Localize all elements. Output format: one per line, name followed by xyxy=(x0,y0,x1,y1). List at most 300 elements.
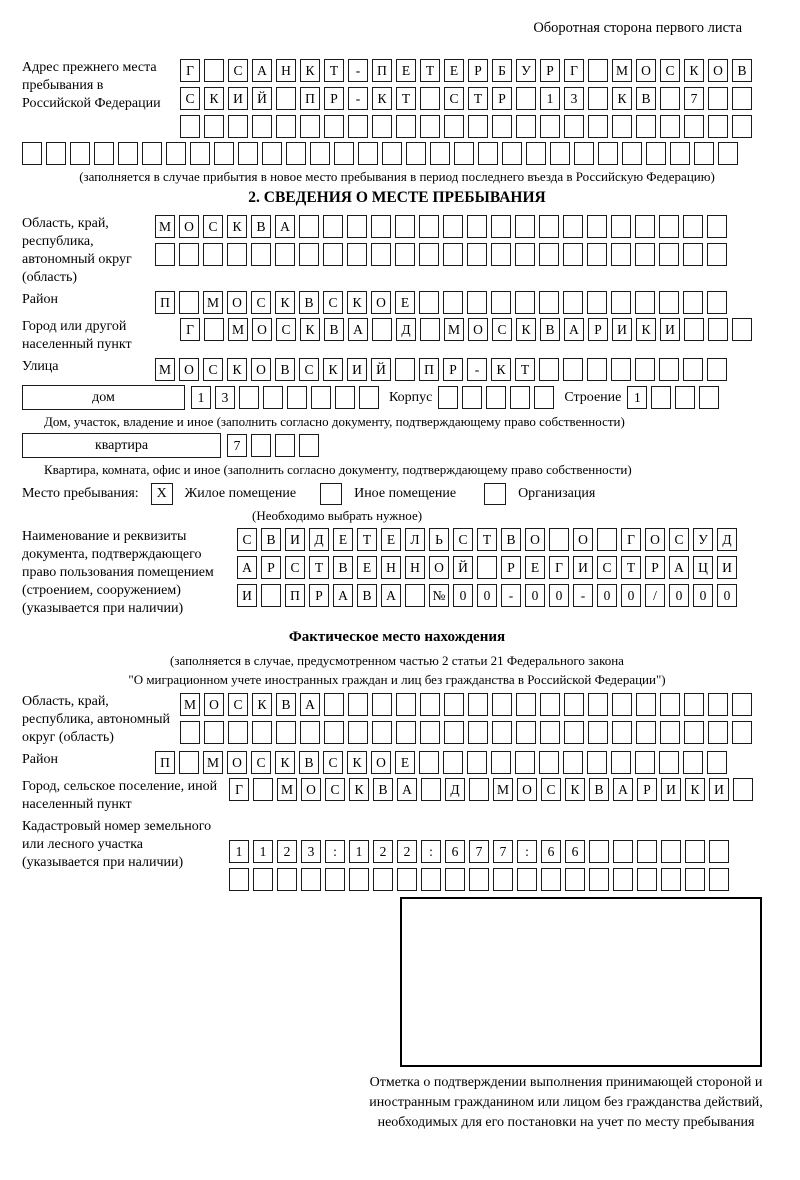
char-cell[interactable]: К xyxy=(612,87,632,110)
char-cell[interactable]: В xyxy=(276,693,296,716)
char-cell[interactable]: С xyxy=(453,528,473,551)
char-cell[interactable]: М xyxy=(277,778,297,801)
char-cell[interactable] xyxy=(395,243,415,266)
char-cell[interactable] xyxy=(419,751,439,774)
char-cell[interactable] xyxy=(549,528,569,551)
char-cell[interactable]: 0 xyxy=(621,584,641,607)
char-cell[interactable]: О xyxy=(708,59,728,82)
char-cell[interactable]: 6 xyxy=(445,840,465,863)
char-cell[interactable]: : xyxy=(325,840,345,863)
char-cell[interactable] xyxy=(502,142,522,165)
char-cell[interactable] xyxy=(493,868,513,891)
char-cell[interactable]: Е xyxy=(396,59,416,82)
char-cell[interactable] xyxy=(516,693,536,716)
char-cell[interactable]: П xyxy=(155,291,175,314)
char-cell[interactable] xyxy=(684,721,704,744)
char-cell[interactable]: Р xyxy=(540,59,560,82)
char-cell[interactable] xyxy=(468,115,488,138)
char-cell[interactable] xyxy=(491,291,511,314)
char-cell[interactable]: К xyxy=(204,87,224,110)
char-cell[interactable] xyxy=(347,243,367,266)
char-cell[interactable]: А xyxy=(613,778,633,801)
char-cell[interactable] xyxy=(467,751,487,774)
char-cell[interactable] xyxy=(300,115,320,138)
char-cell[interactable]: Е xyxy=(395,291,415,314)
char-cell[interactable]: А xyxy=(669,556,689,579)
char-cell[interactable]: Й xyxy=(371,358,391,381)
char-cell[interactable] xyxy=(301,868,321,891)
char-cell[interactable]: 0 xyxy=(453,584,473,607)
char-cell[interactable]: С xyxy=(251,291,271,314)
char-cell[interactable] xyxy=(395,358,415,381)
char-cell[interactable] xyxy=(660,721,680,744)
char-cell[interactable]: Л xyxy=(405,528,425,551)
residential-premises-checkbox[interactable]: X xyxy=(151,483,173,505)
char-cell[interactable] xyxy=(359,386,379,409)
char-cell[interactable] xyxy=(660,115,680,138)
char-cell[interactable]: - xyxy=(501,584,521,607)
char-cell[interactable]: К xyxy=(516,318,536,341)
char-cell[interactable] xyxy=(420,721,440,744)
char-cell[interactable] xyxy=(684,693,704,716)
char-cell[interactable] xyxy=(443,215,463,238)
char-cell[interactable]: И xyxy=(285,528,305,551)
char-cell[interactable]: 6 xyxy=(541,840,561,863)
char-cell[interactable] xyxy=(732,87,752,110)
char-cell[interactable] xyxy=(515,291,535,314)
char-cell[interactable]: - xyxy=(573,584,593,607)
char-cell[interactable]: Т xyxy=(420,59,440,82)
char-cell[interactable] xyxy=(419,291,439,314)
char-cell[interactable] xyxy=(227,243,247,266)
char-cell[interactable]: В xyxy=(357,584,377,607)
char-cell[interactable]: Т xyxy=(468,87,488,110)
char-cell[interactable] xyxy=(311,386,331,409)
char-cell[interactable] xyxy=(371,243,391,266)
char-cell[interactable] xyxy=(588,721,608,744)
char-cell[interactable] xyxy=(348,721,368,744)
char-cell[interactable]: Н xyxy=(276,59,296,82)
char-cell[interactable] xyxy=(718,142,738,165)
char-cell[interactable] xyxy=(179,751,199,774)
char-cell[interactable] xyxy=(324,115,344,138)
char-cell[interactable] xyxy=(492,115,512,138)
char-cell[interactable] xyxy=(675,386,695,409)
char-cell[interactable]: В xyxy=(275,358,295,381)
char-cell[interactable] xyxy=(622,142,642,165)
char-cell[interactable] xyxy=(396,721,416,744)
char-cell[interactable]: М xyxy=(203,751,223,774)
char-cell[interactable] xyxy=(252,721,272,744)
char-cell[interactable]: 7 xyxy=(469,840,489,863)
char-cell[interactable]: А xyxy=(381,584,401,607)
char-cell[interactable]: С xyxy=(325,778,345,801)
char-cell[interactable] xyxy=(467,291,487,314)
char-cell[interactable]: 3 xyxy=(564,87,584,110)
char-cell[interactable] xyxy=(587,291,607,314)
char-cell[interactable]: К xyxy=(300,318,320,341)
char-cell[interactable]: Т xyxy=(621,556,641,579)
char-cell[interactable]: С xyxy=(444,87,464,110)
char-cell[interactable] xyxy=(462,386,482,409)
char-cell[interactable] xyxy=(214,142,234,165)
char-cell[interactable] xyxy=(516,87,536,110)
char-cell[interactable]: С xyxy=(180,87,200,110)
char-cell[interactable]: : xyxy=(421,840,441,863)
char-cell[interactable]: С xyxy=(228,59,248,82)
char-cell[interactable] xyxy=(324,693,344,716)
char-cell[interactable] xyxy=(699,386,719,409)
char-cell[interactable] xyxy=(94,142,114,165)
char-cell[interactable] xyxy=(396,115,416,138)
char-cell[interactable]: А xyxy=(275,215,295,238)
char-cell[interactable] xyxy=(588,115,608,138)
char-cell[interactable] xyxy=(636,721,656,744)
char-cell[interactable] xyxy=(515,215,535,238)
char-cell[interactable] xyxy=(203,243,223,266)
char-cell[interactable]: 1 xyxy=(253,840,273,863)
char-cell[interactable] xyxy=(709,868,729,891)
char-cell[interactable]: О xyxy=(468,318,488,341)
char-cell[interactable]: М xyxy=(612,59,632,82)
char-cell[interactable] xyxy=(275,243,295,266)
char-cell[interactable] xyxy=(467,215,487,238)
char-cell[interactable] xyxy=(190,142,210,165)
char-cell[interactable] xyxy=(419,243,439,266)
char-cell[interactable] xyxy=(613,840,633,863)
char-cell[interactable] xyxy=(204,115,224,138)
char-cell[interactable] xyxy=(261,584,281,607)
char-cell[interactable]: В xyxy=(299,751,319,774)
char-cell[interactable]: 2 xyxy=(277,840,297,863)
char-cell[interactable] xyxy=(300,721,320,744)
char-cell[interactable] xyxy=(238,142,258,165)
char-cell[interactable] xyxy=(587,751,607,774)
char-cell[interactable]: С xyxy=(203,358,223,381)
char-cell[interactable]: Г xyxy=(549,556,569,579)
char-cell[interactable] xyxy=(637,840,657,863)
char-cell[interactable]: В xyxy=(299,291,319,314)
char-cell[interactable]: О xyxy=(429,556,449,579)
char-cell[interactable]: Й xyxy=(252,87,272,110)
char-cell[interactable] xyxy=(732,721,752,744)
char-cell[interactable] xyxy=(732,318,752,341)
char-cell[interactable]: К xyxy=(227,358,247,381)
char-cell[interactable] xyxy=(612,115,632,138)
char-cell[interactable] xyxy=(335,386,355,409)
char-cell[interactable] xyxy=(469,778,489,801)
char-cell[interactable] xyxy=(637,868,657,891)
char-cell[interactable] xyxy=(325,868,345,891)
char-cell[interactable] xyxy=(564,693,584,716)
char-cell[interactable]: О xyxy=(636,59,656,82)
char-cell[interactable] xyxy=(611,215,631,238)
char-cell[interactable]: 0 xyxy=(525,584,545,607)
char-cell[interactable] xyxy=(635,215,655,238)
char-cell[interactable]: В xyxy=(324,318,344,341)
char-cell[interactable] xyxy=(516,115,536,138)
char-cell[interactable] xyxy=(683,358,703,381)
char-cell[interactable]: О xyxy=(301,778,321,801)
char-cell[interactable]: У xyxy=(693,528,713,551)
char-cell[interactable]: В xyxy=(333,556,353,579)
char-cell[interactable]: С xyxy=(299,358,319,381)
char-cell[interactable] xyxy=(515,243,535,266)
char-cell[interactable] xyxy=(373,868,393,891)
char-cell[interactable]: К xyxy=(252,693,272,716)
char-cell[interactable] xyxy=(468,721,488,744)
char-cell[interactable] xyxy=(405,584,425,607)
char-cell[interactable] xyxy=(239,386,259,409)
char-cell[interactable]: С xyxy=(597,556,617,579)
char-cell[interactable] xyxy=(276,115,296,138)
char-cell[interactable]: / xyxy=(645,584,665,607)
char-cell[interactable] xyxy=(491,243,511,266)
char-cell[interactable]: Н xyxy=(381,556,401,579)
char-cell[interactable] xyxy=(419,215,439,238)
char-cell[interactable]: - xyxy=(348,59,368,82)
char-cell[interactable]: 0 xyxy=(549,584,569,607)
char-cell[interactable]: 0 xyxy=(477,584,497,607)
char-cell[interactable]: Т xyxy=(396,87,416,110)
char-cell[interactable] xyxy=(438,386,458,409)
char-cell[interactable]: 7 xyxy=(684,87,704,110)
char-cell[interactable] xyxy=(683,243,703,266)
char-cell[interactable]: К xyxy=(372,87,392,110)
apartment-type-box[interactable]: квартира xyxy=(22,433,221,458)
char-cell[interactable]: А xyxy=(333,584,353,607)
char-cell[interactable]: Р xyxy=(588,318,608,341)
char-cell[interactable] xyxy=(443,291,463,314)
char-cell[interactable] xyxy=(324,721,344,744)
char-cell[interactable]: О xyxy=(179,358,199,381)
char-cell[interactable]: М xyxy=(493,778,513,801)
char-cell[interactable] xyxy=(611,358,631,381)
char-cell[interactable]: № xyxy=(429,584,449,607)
char-cell[interactable]: В xyxy=(589,778,609,801)
char-cell[interactable]: С xyxy=(228,693,248,716)
char-cell[interactable] xyxy=(420,87,440,110)
char-cell[interactable] xyxy=(263,386,283,409)
char-cell[interactable]: Е xyxy=(444,59,464,82)
char-cell[interactable]: Р xyxy=(492,87,512,110)
char-cell[interactable] xyxy=(443,751,463,774)
char-cell[interactable] xyxy=(469,868,489,891)
char-cell[interactable] xyxy=(204,59,224,82)
char-cell[interactable] xyxy=(372,693,392,716)
char-cell[interactable]: 3 xyxy=(301,840,321,863)
char-cell[interactable] xyxy=(588,59,608,82)
char-cell[interactable] xyxy=(659,751,679,774)
char-cell[interactable]: И xyxy=(709,778,729,801)
char-cell[interactable]: - xyxy=(348,87,368,110)
char-cell[interactable] xyxy=(684,115,704,138)
char-cell[interactable] xyxy=(550,142,570,165)
char-cell[interactable] xyxy=(540,693,560,716)
char-cell[interactable]: С xyxy=(492,318,512,341)
char-cell[interactable]: С xyxy=(323,291,343,314)
char-cell[interactable]: Ц xyxy=(693,556,713,579)
char-cell[interactable]: П xyxy=(155,751,175,774)
char-cell[interactable] xyxy=(659,358,679,381)
char-cell[interactable] xyxy=(685,840,705,863)
char-cell[interactable]: С xyxy=(237,528,257,551)
char-cell[interactable] xyxy=(565,868,585,891)
char-cell[interactable] xyxy=(397,868,417,891)
char-cell[interactable] xyxy=(372,318,392,341)
char-cell[interactable] xyxy=(564,721,584,744)
char-cell[interactable]: Р xyxy=(324,87,344,110)
char-cell[interactable] xyxy=(540,721,560,744)
char-cell[interactable]: Д xyxy=(445,778,465,801)
char-cell[interactable]: Г xyxy=(564,59,584,82)
char-cell[interactable]: В xyxy=(732,59,752,82)
char-cell[interactable] xyxy=(683,751,703,774)
char-cell[interactable] xyxy=(635,291,655,314)
char-cell[interactable] xyxy=(492,721,512,744)
char-cell[interactable] xyxy=(287,386,307,409)
char-cell[interactable] xyxy=(286,142,306,165)
char-cell[interactable] xyxy=(180,721,200,744)
char-cell[interactable]: К xyxy=(347,751,367,774)
char-cell[interactable] xyxy=(253,778,273,801)
char-cell[interactable] xyxy=(253,868,273,891)
char-cell[interactable] xyxy=(588,87,608,110)
char-cell[interactable]: К xyxy=(636,318,656,341)
char-cell[interactable]: П xyxy=(285,584,305,607)
char-cell[interactable] xyxy=(563,358,583,381)
char-cell[interactable]: С xyxy=(660,59,680,82)
char-cell[interactable] xyxy=(420,693,440,716)
char-cell[interactable] xyxy=(539,751,559,774)
char-cell[interactable] xyxy=(563,751,583,774)
char-cell[interactable] xyxy=(597,528,617,551)
char-cell[interactable] xyxy=(486,386,506,409)
char-cell[interactable] xyxy=(733,778,753,801)
char-cell[interactable] xyxy=(540,115,560,138)
char-cell[interactable] xyxy=(372,115,392,138)
char-cell[interactable] xyxy=(299,243,319,266)
char-cell[interactable] xyxy=(155,243,175,266)
char-cell[interactable] xyxy=(661,840,681,863)
char-cell[interactable]: 6 xyxy=(565,840,585,863)
char-cell[interactable] xyxy=(587,243,607,266)
char-cell[interactable]: Д xyxy=(396,318,416,341)
char-cell[interactable] xyxy=(539,243,559,266)
char-cell[interactable]: О xyxy=(645,528,665,551)
char-cell[interactable] xyxy=(539,291,559,314)
char-cell[interactable] xyxy=(467,243,487,266)
char-cell[interactable] xyxy=(478,142,498,165)
char-cell[interactable] xyxy=(516,721,536,744)
char-cell[interactable]: Т xyxy=(515,358,535,381)
char-cell[interactable]: С xyxy=(276,318,296,341)
char-cell[interactable]: К xyxy=(275,291,295,314)
other-premises-checkbox[interactable] xyxy=(320,483,342,505)
char-cell[interactable]: К xyxy=(685,778,705,801)
char-cell[interactable] xyxy=(420,115,440,138)
char-cell[interactable]: С xyxy=(541,778,561,801)
house-type-box[interactable]: дом xyxy=(22,385,185,410)
char-cell[interactable] xyxy=(611,751,631,774)
char-cell[interactable]: 2 xyxy=(397,840,417,863)
char-cell[interactable] xyxy=(659,243,679,266)
char-cell[interactable] xyxy=(444,693,464,716)
char-cell[interactable] xyxy=(46,142,66,165)
char-cell[interactable] xyxy=(613,868,633,891)
char-cell[interactable] xyxy=(636,115,656,138)
char-cell[interactable]: О xyxy=(251,358,271,381)
char-cell[interactable] xyxy=(683,291,703,314)
char-cell[interactable] xyxy=(358,142,378,165)
char-cell[interactable] xyxy=(635,358,655,381)
char-cell[interactable]: Т xyxy=(324,59,344,82)
char-cell[interactable] xyxy=(349,868,369,891)
char-cell[interactable] xyxy=(454,142,474,165)
char-cell[interactable]: Т xyxy=(357,528,377,551)
char-cell[interactable]: У xyxy=(516,59,536,82)
char-cell[interactable] xyxy=(468,693,488,716)
char-cell[interactable] xyxy=(588,693,608,716)
char-cell[interactable] xyxy=(372,721,392,744)
char-cell[interactable] xyxy=(694,142,714,165)
char-cell[interactable]: К xyxy=(491,358,511,381)
char-cell[interactable]: В xyxy=(251,215,271,238)
char-cell[interactable] xyxy=(277,868,297,891)
char-cell[interactable] xyxy=(204,721,224,744)
char-cell[interactable] xyxy=(276,721,296,744)
char-cell[interactable]: А xyxy=(397,778,417,801)
char-cell[interactable] xyxy=(685,868,705,891)
char-cell[interactable]: 7 xyxy=(227,434,247,457)
char-cell[interactable] xyxy=(732,115,752,138)
char-cell[interactable]: Т xyxy=(477,528,497,551)
char-cell[interactable] xyxy=(708,115,728,138)
char-cell[interactable]: Р xyxy=(309,584,329,607)
char-cell[interactable] xyxy=(635,243,655,266)
char-cell[interactable] xyxy=(708,721,728,744)
char-cell[interactable]: Р xyxy=(637,778,657,801)
char-cell[interactable]: К xyxy=(347,291,367,314)
char-cell[interactable]: Г xyxy=(180,59,200,82)
char-cell[interactable]: 0 xyxy=(669,584,689,607)
char-cell[interactable]: В xyxy=(636,87,656,110)
char-cell[interactable] xyxy=(444,721,464,744)
char-cell[interactable]: В xyxy=(373,778,393,801)
char-cell[interactable] xyxy=(421,868,441,891)
char-cell[interactable]: О xyxy=(204,693,224,716)
char-cell[interactable]: Е xyxy=(525,556,545,579)
char-cell[interactable]: С xyxy=(251,751,271,774)
char-cell[interactable]: М xyxy=(228,318,248,341)
char-cell[interactable]: Г xyxy=(180,318,200,341)
char-cell[interactable]: Р xyxy=(501,556,521,579)
char-cell[interactable]: В xyxy=(501,528,521,551)
char-cell[interactable]: Б xyxy=(492,59,512,82)
char-cell[interactable] xyxy=(204,318,224,341)
char-cell[interactable] xyxy=(348,115,368,138)
char-cell[interactable]: К xyxy=(565,778,585,801)
char-cell[interactable]: 0 xyxy=(597,584,617,607)
char-cell[interactable] xyxy=(707,243,727,266)
char-cell[interactable]: О xyxy=(227,751,247,774)
char-cell[interactable] xyxy=(444,115,464,138)
char-cell[interactable]: О xyxy=(179,215,199,238)
char-cell[interactable] xyxy=(491,215,511,238)
char-cell[interactable] xyxy=(179,243,199,266)
char-cell[interactable]: К xyxy=(323,358,343,381)
char-cell[interactable]: Р xyxy=(645,556,665,579)
